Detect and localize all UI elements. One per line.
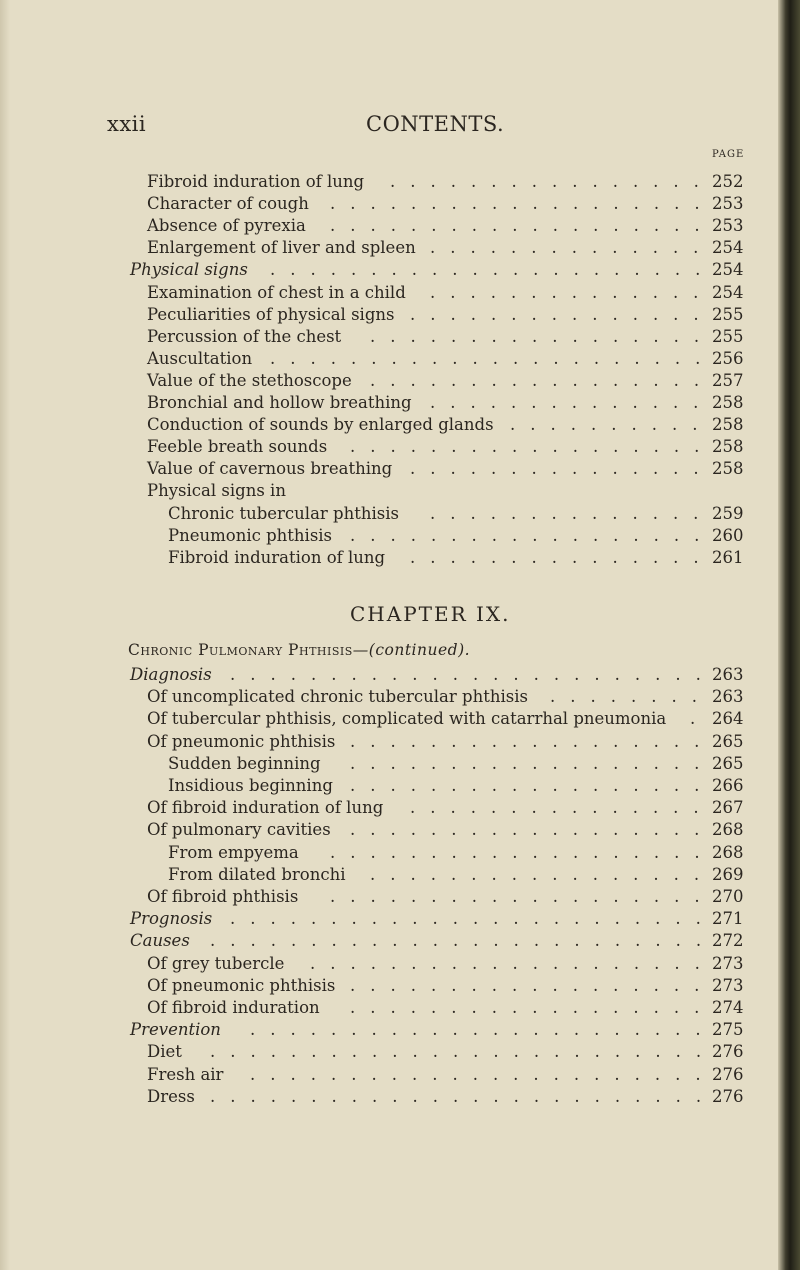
toc-entry-label: Fibroid induration of lung bbox=[147, 172, 365, 191]
toc-entry-label: Of fibroid induration bbox=[147, 998, 320, 1017]
toc-entry-label: Character of cough bbox=[147, 194, 309, 214]
toc-entry-label: Absence of pyrexia bbox=[147, 216, 306, 236]
leader-dots: ......................... bbox=[210, 931, 717, 951]
leader-dots: ........................ bbox=[230, 909, 716, 929]
toc-entry-page: 271 bbox=[712, 909, 744, 929]
leader-dots: .................. bbox=[350, 437, 715, 457]
toc-entry-page: 253 bbox=[712, 194, 744, 214]
toc-entry-label: Of pneumonic phthisis bbox=[147, 975, 336, 995]
toc-entry-label: Sudden beginning bbox=[168, 753, 321, 773]
leader-dots: .............. bbox=[430, 503, 714, 523]
toc-entry-label: Physical signs bbox=[130, 260, 248, 280]
leader-dots: .................. bbox=[350, 975, 715, 995]
running-title: CONTENTS. bbox=[366, 112, 505, 136]
toc-entry-page: 260 bbox=[712, 525, 744, 545]
toc-entry bbox=[0, 796, 778, 820]
toc-entry-page: 269 bbox=[712, 864, 744, 884]
toc-entry-page: 254 bbox=[712, 260, 744, 280]
toc-entry-page: 258 bbox=[712, 415, 744, 435]
leader-dots: ............... bbox=[410, 459, 714, 479]
toc-entry-page: 275 bbox=[712, 1020, 744, 1040]
toc-entry bbox=[0, 752, 778, 776]
toc-entry bbox=[0, 214, 778, 238]
toc-entry-page: 276 bbox=[712, 1064, 744, 1084]
toc-entry bbox=[0, 818, 778, 842]
toc-entry-label: Of pneumonic phthisis bbox=[147, 731, 336, 751]
toc-entry bbox=[0, 929, 778, 953]
toc-entry-page: 276 bbox=[712, 1086, 744, 1106]
toc-entry-page: 267 bbox=[712, 798, 744, 818]
toc-entry-page: 261 bbox=[712, 547, 744, 567]
toc-entry-page: 266 bbox=[712, 776, 744, 795]
toc-entry-label: Bronchial and hollow breathing bbox=[147, 393, 412, 412]
toc-entry-page: 263 bbox=[712, 665, 744, 684]
toc-entry bbox=[0, 1018, 778, 1042]
toc-entry-label: Value of cavernous breathing bbox=[147, 459, 393, 479]
toc-entry-label: Physical signs in bbox=[147, 481, 286, 501]
toc-entry bbox=[0, 192, 778, 216]
toc-entry-label: Examination of chest in a child bbox=[147, 282, 406, 302]
toc-entry-page: 258 bbox=[712, 393, 744, 412]
page-edge-binding bbox=[778, 0, 800, 1270]
toc-entry bbox=[0, 325, 778, 349]
leader-dots: .................. bbox=[350, 753, 715, 773]
toc-entry-label: Fresh air bbox=[147, 1064, 224, 1084]
toc-entry-label: Enlargement of liver and spleen bbox=[147, 238, 416, 258]
leader-dots: ............... bbox=[410, 547, 714, 567]
toc-entry-label: From dilated bronchi bbox=[168, 864, 346, 884]
leader-dots: ............... bbox=[410, 304, 714, 324]
toc-entry bbox=[0, 236, 778, 260]
chapter-subheading bbox=[128, 641, 470, 659]
chapter-subheading-main: Chronic Pulmonary Phthisis bbox=[128, 641, 353, 659]
toc-entry-page: 256 bbox=[712, 348, 744, 368]
toc-entry bbox=[0, 885, 778, 909]
toc-entry-page: 259 bbox=[712, 503, 744, 523]
toc-entry-label: Insidious beginning bbox=[168, 776, 333, 795]
toc-entry bbox=[0, 1040, 778, 1064]
toc-entry bbox=[0, 952, 778, 976]
leader-dots: ....................... bbox=[250, 1020, 716, 1040]
leader-dots: .............. bbox=[430, 393, 714, 412]
toc-entry-label: Causes bbox=[130, 931, 190, 951]
toc-entry-label: Of fibroid phthisis bbox=[147, 887, 299, 906]
toc-entry bbox=[0, 841, 778, 865]
toc-entry bbox=[0, 413, 778, 437]
toc-entry-page: 252 bbox=[712, 172, 744, 191]
leader-dots: ................... bbox=[330, 216, 715, 236]
chapter-subheading-continued: —(continued). bbox=[352, 641, 471, 659]
leader-dots: .................. bbox=[350, 525, 715, 545]
toc-entry bbox=[0, 281, 778, 305]
toc-entry-page: 274 bbox=[712, 998, 744, 1017]
toc-entry bbox=[0, 907, 778, 931]
leader-dots: ................... bbox=[330, 842, 715, 862]
leader-dots: .......... bbox=[510, 415, 713, 435]
toc-entry-page: 273 bbox=[712, 975, 744, 995]
toc-entry bbox=[0, 502, 778, 526]
toc-entry-page: 272 bbox=[712, 931, 744, 951]
toc-entry-label: Percussion of the chest bbox=[147, 326, 342, 346]
leader-dots: ...................... bbox=[270, 260, 716, 280]
leader-dots: . bbox=[690, 709, 711, 729]
leader-dots: .................. bbox=[350, 820, 715, 840]
toc-entry-page: 268 bbox=[712, 820, 744, 840]
toc-entry bbox=[0, 303, 778, 327]
toc-entry-label: Peculiarities of physical signs bbox=[147, 304, 395, 324]
leader-dots: ................ bbox=[390, 172, 714, 191]
leader-dots: .................... bbox=[310, 953, 715, 973]
toc-entry-page: 268 bbox=[712, 842, 744, 862]
leader-dots: ................. bbox=[370, 370, 715, 390]
leader-dots: .............. bbox=[430, 238, 714, 258]
page-column-label: PAGE bbox=[712, 149, 745, 160]
leader-dots: ........................ bbox=[230, 665, 716, 684]
toc-entry bbox=[0, 479, 778, 503]
toc-entry bbox=[0, 391, 778, 415]
toc-entry-label: Of fibroid induration of lung bbox=[147, 798, 384, 818]
toc-entry-page: 254 bbox=[712, 238, 744, 258]
toc-entry bbox=[0, 663, 778, 687]
toc-entry-page: 265 bbox=[712, 731, 744, 751]
toc-entry-label: From empyema bbox=[168, 842, 299, 862]
toc-entry bbox=[0, 524, 778, 548]
leader-dots: ...................... bbox=[270, 348, 716, 368]
toc-entry-label: Pneumonic phthisis bbox=[168, 525, 333, 545]
toc-entry bbox=[0, 1063, 778, 1087]
toc-entry-label: Of tubercular phthisis, complicated with catarrhal pneumonia bbox=[147, 709, 667, 729]
leader-dots: ....................... bbox=[250, 1064, 716, 1084]
toc-entry-label: Conduction of sounds by enlarged glands bbox=[147, 415, 494, 435]
leader-dots: ......................... bbox=[210, 1042, 717, 1062]
leader-dots: .................. bbox=[350, 776, 715, 795]
toc-entry bbox=[0, 863, 778, 887]
page-number: xxii bbox=[107, 112, 147, 136]
toc-entry-label: Of uncomplicated chronic tubercular phthisis bbox=[147, 687, 528, 707]
toc-entry-page: 255 bbox=[712, 326, 744, 346]
toc-entry-page: 258 bbox=[712, 459, 744, 479]
toc-entry bbox=[0, 685, 778, 709]
toc-entry-page: 276 bbox=[712, 1042, 744, 1062]
leader-dots: .................. bbox=[350, 998, 715, 1017]
toc-entry bbox=[0, 435, 778, 459]
toc-entry-page: 264 bbox=[712, 709, 744, 729]
toc-entry-page: 253 bbox=[712, 216, 744, 236]
chapter-heading: CHAPTER IX. bbox=[350, 602, 511, 626]
toc-entry-page: 263 bbox=[712, 687, 744, 707]
leader-dots: ........ bbox=[550, 687, 712, 707]
toc-entry-page: 258 bbox=[712, 437, 744, 457]
toc-entry-page: 265 bbox=[712, 753, 744, 773]
leader-dots: ................. bbox=[370, 326, 715, 346]
toc-entry bbox=[0, 1085, 778, 1109]
toc-entry-label: Feeble breath sounds bbox=[147, 437, 328, 457]
toc-entry-label: Diagnosis bbox=[130, 665, 212, 684]
toc-entry bbox=[0, 369, 778, 393]
toc-entry-label: Prevention bbox=[130, 1020, 221, 1040]
toc-entry-label: Auscultation bbox=[147, 348, 253, 368]
toc-entry bbox=[0, 457, 778, 481]
toc-entry bbox=[0, 347, 778, 371]
toc-entry bbox=[0, 974, 778, 998]
toc-entry-label: Of grey tubercle bbox=[147, 953, 285, 973]
toc-entry-label: Fibroid induration of lung bbox=[168, 547, 386, 567]
leader-dots: ......................... bbox=[210, 1086, 717, 1106]
leader-dots: ............... bbox=[410, 798, 714, 818]
leader-dots: .............. bbox=[430, 282, 714, 302]
toc-entry-label: Prognosis bbox=[130, 909, 213, 929]
leader-dots: ................. bbox=[370, 864, 715, 884]
toc-entry-label: Of pulmonary cavities bbox=[147, 820, 331, 840]
leader-dots: ................... bbox=[330, 194, 715, 214]
toc-entry bbox=[0, 707, 778, 731]
toc-entry-label: Diet bbox=[147, 1042, 182, 1062]
toc-entry-page: 255 bbox=[712, 304, 744, 324]
leader-dots: ................... bbox=[330, 887, 715, 906]
toc-entry bbox=[0, 546, 778, 570]
leader-dots: .................. bbox=[350, 731, 715, 751]
toc-entry-page: 257 bbox=[712, 370, 744, 390]
toc-entry-label: Dress bbox=[147, 1086, 195, 1106]
toc-entry-page: 270 bbox=[712, 887, 744, 906]
toc-entry bbox=[0, 996, 778, 1020]
toc-entry bbox=[0, 774, 778, 798]
toc-entry-page: 273 bbox=[712, 953, 744, 973]
toc-entry-label: Chronic tubercular phthisis bbox=[168, 503, 399, 523]
toc-entry bbox=[0, 170, 778, 194]
toc-entry bbox=[0, 258, 778, 282]
toc-entry-label: Value of the stethoscope bbox=[147, 370, 352, 390]
toc-entry bbox=[0, 730, 778, 754]
toc-entry-page: 254 bbox=[712, 282, 744, 302]
